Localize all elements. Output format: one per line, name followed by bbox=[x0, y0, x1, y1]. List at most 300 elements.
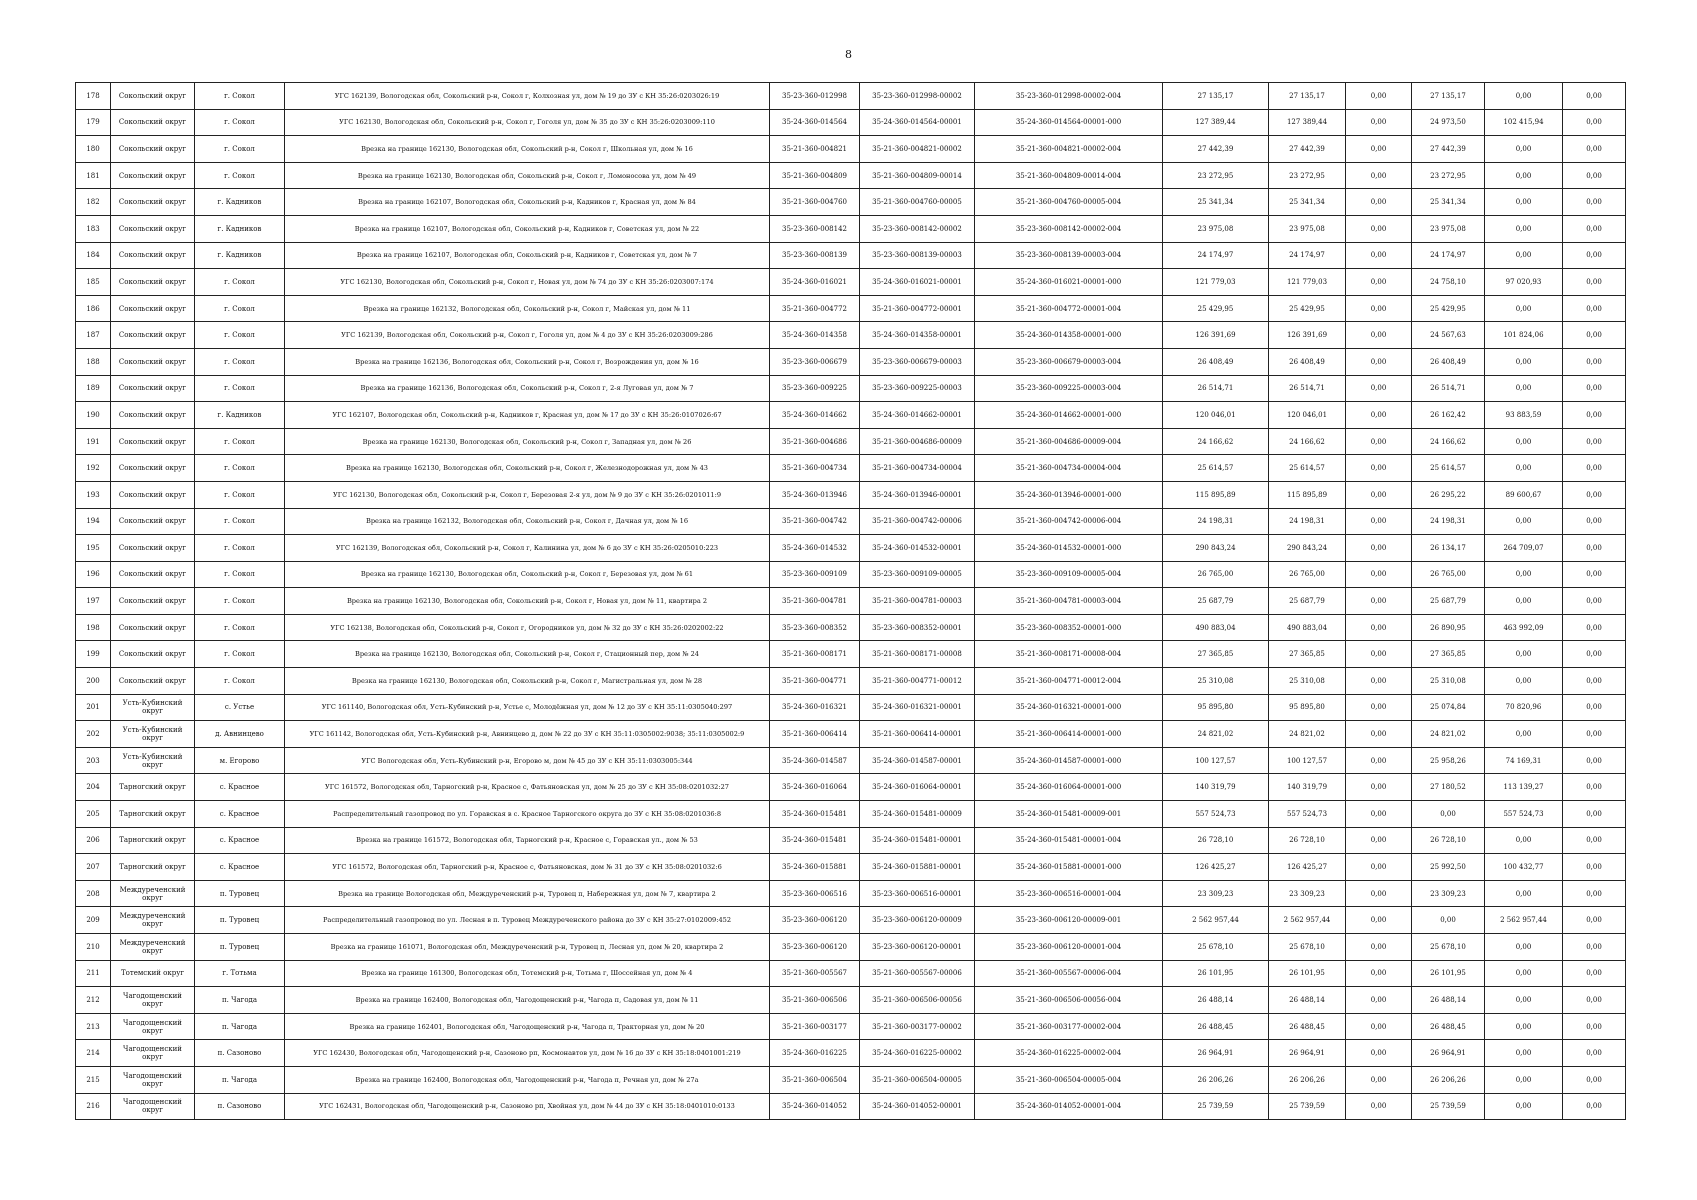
part-one-cost-cell: 24 973,50 bbox=[1412, 109, 1485, 136]
zero-cost-cell: 0,00 bbox=[1346, 162, 1412, 189]
part-two-cost-cell: 0,00 bbox=[1485, 375, 1563, 402]
table-row bbox=[76, 455, 1626, 482]
zero-cost-cell: 0,00 bbox=[1346, 747, 1412, 774]
zero-cost-cell: 0,00 bbox=[1346, 801, 1412, 828]
total-cost-cell: 126 425,27 bbox=[1163, 854, 1269, 881]
address-cell: Врезка на границе 162107, Вологодская обл, Сокольский р-н, Кадников г, Советская ул, дом № 22 bbox=[285, 215, 770, 242]
total-cost-cell: 126 391,69 bbox=[1163, 322, 1269, 349]
zero-cost-cell: 0,00 bbox=[1346, 375, 1412, 402]
row-number-cell: 186 bbox=[76, 295, 111, 322]
sub-object-code-cell: 35-24-360-013946-00001 bbox=[860, 481, 975, 508]
reserve-cost-cell: 0,00 bbox=[1563, 535, 1626, 562]
part-one-cost-cell: 24 166,62 bbox=[1412, 428, 1485, 455]
table-row bbox=[76, 481, 1626, 508]
total-cost-cell: 120 046,01 bbox=[1163, 402, 1269, 429]
sub-object-code-cell: 35-24-360-014564-00001 bbox=[860, 109, 975, 136]
cost-cell: 23 975,08 bbox=[1269, 215, 1346, 242]
total-cost-cell: 26 488,14 bbox=[1163, 987, 1269, 1014]
part-one-cost-cell: 25 310,08 bbox=[1412, 668, 1485, 695]
district-cell: Тарногский округ bbox=[111, 801, 195, 828]
locality-cell: г. Сокол bbox=[195, 136, 285, 163]
sub-object-code-cell: 35-24-360-015481-00009 bbox=[860, 801, 975, 828]
address-cell: Врезка на границе 162130, Вологодская обл, Сокольский р-н, Сокол г, Стационный пер, дом № 24 bbox=[285, 641, 770, 668]
row-number-cell: 181 bbox=[76, 162, 111, 189]
part-one-cost-cell: 26 134,17 bbox=[1412, 535, 1485, 562]
zero-cost-cell: 0,00 bbox=[1346, 854, 1412, 881]
part-one-cost-cell: 26 964,91 bbox=[1412, 1040, 1485, 1067]
zero-cost-cell: 0,00 bbox=[1346, 907, 1412, 934]
object-code-cell: 35-23-360-009225 bbox=[770, 375, 860, 402]
total-cost-cell: 27 442,39 bbox=[1163, 136, 1269, 163]
part-one-cost-cell: 25 341,34 bbox=[1412, 189, 1485, 216]
total-cost-cell: 23 272,95 bbox=[1163, 162, 1269, 189]
zero-cost-cell: 0,00 bbox=[1346, 1040, 1412, 1067]
district-cell: Усть-Кубинский округ bbox=[111, 721, 195, 748]
district-cell: Сокольский округ bbox=[111, 162, 195, 189]
object-code-cell: 35-21-360-004686 bbox=[770, 428, 860, 455]
reserve-cost-cell: 0,00 bbox=[1563, 987, 1626, 1014]
locality-cell: п. Туровец bbox=[195, 907, 285, 934]
reserve-cost-cell: 0,00 bbox=[1563, 614, 1626, 641]
sub-object-code-cell: 35-21-360-004821-00002 bbox=[860, 136, 975, 163]
full-code-cell: 35-23-360-008139-00003-004 bbox=[975, 242, 1163, 269]
row-number-cell: 201 bbox=[76, 694, 111, 721]
part-one-cost-cell: 26 206,26 bbox=[1412, 1066, 1485, 1093]
sub-object-code-cell: 35-21-360-008171-00008 bbox=[860, 641, 975, 668]
total-cost-cell: 25 687,79 bbox=[1163, 588, 1269, 615]
part-two-cost-cell: 0,00 bbox=[1485, 508, 1563, 535]
total-cost-cell: 25 614,57 bbox=[1163, 455, 1269, 482]
row-number-cell: 216 bbox=[76, 1093, 111, 1120]
zero-cost-cell: 0,00 bbox=[1346, 987, 1412, 1014]
cost-cell: 23 309,23 bbox=[1269, 880, 1346, 907]
total-cost-cell: 115 895,89 bbox=[1163, 481, 1269, 508]
table-row bbox=[76, 136, 1626, 163]
cost-cell: 24 166,62 bbox=[1269, 428, 1346, 455]
sub-object-code-cell: 35-21-360-005567-00006 bbox=[860, 960, 975, 987]
locality-cell: п. Сазоново bbox=[195, 1093, 285, 1120]
full-code-cell: 35-21-360-005567-00006-004 bbox=[975, 960, 1163, 987]
sub-object-code-cell: 35-21-360-006504-00005 bbox=[860, 1066, 975, 1093]
district-cell: Сокольский округ bbox=[111, 481, 195, 508]
full-code-cell: 35-24-360-014662-00001-000 bbox=[975, 402, 1163, 429]
full-code-cell: 35-24-360-016021-00001-000 bbox=[975, 269, 1163, 296]
part-one-cost-cell: 25 958,26 bbox=[1412, 747, 1485, 774]
zero-cost-cell: 0,00 bbox=[1346, 641, 1412, 668]
part-two-cost-cell: 0,00 bbox=[1485, 1066, 1563, 1093]
object-code-cell: 35-21-360-006506 bbox=[770, 987, 860, 1014]
cost-cell: 120 046,01 bbox=[1269, 402, 1346, 429]
locality-cell: г. Сокол bbox=[195, 614, 285, 641]
full-code-cell: 35-21-360-004760-00005-004 bbox=[975, 189, 1163, 216]
row-number-cell: 205 bbox=[76, 801, 111, 828]
part-two-cost-cell: 0,00 bbox=[1485, 189, 1563, 216]
object-code-cell: 35-23-360-006516 bbox=[770, 880, 860, 907]
zero-cost-cell: 0,00 bbox=[1346, 774, 1412, 801]
part-one-cost-cell: 25 992,50 bbox=[1412, 854, 1485, 881]
part-two-cost-cell: 0,00 bbox=[1485, 348, 1563, 375]
locality-cell: п. Туровец bbox=[195, 934, 285, 961]
locality-cell: с. Устье bbox=[195, 694, 285, 721]
zero-cost-cell: 0,00 bbox=[1346, 215, 1412, 242]
page-number: 8 bbox=[845, 48, 852, 61]
zero-cost-cell: 0,00 bbox=[1346, 455, 1412, 482]
object-code-cell: 35-23-360-008352 bbox=[770, 614, 860, 641]
cost-cell: 126 425,27 bbox=[1269, 854, 1346, 881]
full-code-cell: 35-21-360-006506-00056-004 bbox=[975, 987, 1163, 1014]
address-cell: УГС 162139, Вологодская обл, Сокольский р-н, Сокол г, Гоголя ул, дом № 4 до ЗУ с КН 35:26:0203009:286 bbox=[285, 322, 770, 349]
object-code-cell: 35-23-360-012998 bbox=[770, 83, 860, 110]
reserve-cost-cell: 0,00 bbox=[1563, 1093, 1626, 1120]
cost-cell: 126 391,69 bbox=[1269, 322, 1346, 349]
part-one-cost-cell: 24 198,31 bbox=[1412, 508, 1485, 535]
row-number-cell: 203 bbox=[76, 747, 111, 774]
row-number-cell: 204 bbox=[76, 774, 111, 801]
district-cell: Чагодощенский округ bbox=[111, 987, 195, 1014]
row-number-cell: 193 bbox=[76, 481, 111, 508]
zero-cost-cell: 0,00 bbox=[1346, 934, 1412, 961]
address-cell: Врезка на границе 162400, Вологодская обл, Чагодощенский р-н, Чагода п, Речная ул, дом № 27а bbox=[285, 1066, 770, 1093]
part-one-cost-cell: 26 728,10 bbox=[1412, 827, 1485, 854]
district-cell: Сокольский округ bbox=[111, 136, 195, 163]
reserve-cost-cell: 0,00 bbox=[1563, 375, 1626, 402]
zero-cost-cell: 0,00 bbox=[1346, 428, 1412, 455]
part-two-cost-cell: 0,00 bbox=[1485, 827, 1563, 854]
sub-object-code-cell: 35-24-360-015881-00001 bbox=[860, 854, 975, 881]
object-code-cell: 35-24-360-014564 bbox=[770, 109, 860, 136]
object-code-cell: 35-24-360-015481 bbox=[770, 827, 860, 854]
row-number-cell: 208 bbox=[76, 880, 111, 907]
cost-cell: 27 135,17 bbox=[1269, 83, 1346, 110]
sub-object-code-cell: 35-23-360-008142-00002 bbox=[860, 215, 975, 242]
locality-cell: г. Кадников bbox=[195, 215, 285, 242]
table-row bbox=[76, 162, 1626, 189]
object-code-cell: 35-24-360-015881 bbox=[770, 854, 860, 881]
row-number-cell: 202 bbox=[76, 721, 111, 748]
part-one-cost-cell: 26 514,71 bbox=[1412, 375, 1485, 402]
district-cell: Чагодощенский округ bbox=[111, 1040, 195, 1067]
cost-cell: 26 408,49 bbox=[1269, 348, 1346, 375]
part-one-cost-cell: 24 758,10 bbox=[1412, 269, 1485, 296]
full-code-cell: 35-21-360-004809-00014-004 bbox=[975, 162, 1163, 189]
object-code-cell: 35-21-360-004809 bbox=[770, 162, 860, 189]
locality-cell: г. Сокол bbox=[195, 162, 285, 189]
reserve-cost-cell: 0,00 bbox=[1563, 83, 1626, 110]
row-number-cell: 215 bbox=[76, 1066, 111, 1093]
cost-cell: 140 319,79 bbox=[1269, 774, 1346, 801]
locality-cell: с. Красное bbox=[195, 774, 285, 801]
part-two-cost-cell: 0,00 bbox=[1485, 960, 1563, 987]
sub-object-code-cell: 35-21-360-006506-00056 bbox=[860, 987, 975, 1014]
full-code-cell: 35-21-360-004742-00006-004 bbox=[975, 508, 1163, 535]
part-two-cost-cell: 93 883,59 bbox=[1485, 402, 1563, 429]
sub-object-code-cell: 35-21-360-004734-00004 bbox=[860, 455, 975, 482]
reserve-cost-cell: 0,00 bbox=[1563, 481, 1626, 508]
object-code-cell: 35-21-360-004742 bbox=[770, 508, 860, 535]
sub-object-code-cell: 35-21-360-004686-00009 bbox=[860, 428, 975, 455]
table-row bbox=[76, 588, 1626, 615]
address-cell: Врезка на границе 162130, Вологодская обл, Сокольский р-н, Сокол г, Железнодорожная ул, дом № 43 bbox=[285, 455, 770, 482]
district-cell: Сокольский округ bbox=[111, 375, 195, 402]
address-cell: Врезка на границе Вологодская обл, Междуреченский р-н, Туровец п, Набережная ул, дом № 7, квартира 2 bbox=[285, 880, 770, 907]
address-cell: УГС 162130, Вологодская обл, Сокольский р-н, Сокол г, Новая ул, дом № 74 до ЗУ с КН 35:26:0203007:174 bbox=[285, 269, 770, 296]
reserve-cost-cell: 0,00 bbox=[1563, 455, 1626, 482]
sub-object-code-cell: 35-23-360-006516-00001 bbox=[860, 880, 975, 907]
sub-object-code-cell: 35-21-360-004760-00005 bbox=[860, 189, 975, 216]
part-two-cost-cell: 0,00 bbox=[1485, 934, 1563, 961]
part-two-cost-cell: 0,00 bbox=[1485, 136, 1563, 163]
locality-cell: п. Туровец bbox=[195, 880, 285, 907]
table-row bbox=[76, 295, 1626, 322]
address-cell: Распределительный газопровод по ул. Лесная в п. Туровец Междуреченского района до ЗУ с КН 35:27:0102009:452 bbox=[285, 907, 770, 934]
cost-cell: 26 488,14 bbox=[1269, 987, 1346, 1014]
address-cell: Врезка на границе 162130, Вологодская обл, Сокольский р-н, Сокол г, Новая ул, дом № 11, квартира 2 bbox=[285, 588, 770, 615]
full-code-cell: 35-24-360-014532-00001-000 bbox=[975, 535, 1163, 562]
total-cost-cell: 2 562 957,44 bbox=[1163, 907, 1269, 934]
cost-cell: 26 514,71 bbox=[1269, 375, 1346, 402]
cost-cell: 24 174,97 bbox=[1269, 242, 1346, 269]
table-row bbox=[76, 1093, 1626, 1120]
total-cost-cell: 26 728,10 bbox=[1163, 827, 1269, 854]
total-cost-cell: 24 166,62 bbox=[1163, 428, 1269, 455]
part-one-cost-cell: 26 101,95 bbox=[1412, 960, 1485, 987]
table-row bbox=[76, 269, 1626, 296]
row-number-cell: 191 bbox=[76, 428, 111, 455]
zero-cost-cell: 0,00 bbox=[1346, 189, 1412, 216]
full-code-cell: 35-21-360-004686-00009-004 bbox=[975, 428, 1163, 455]
reserve-cost-cell: 0,00 bbox=[1563, 215, 1626, 242]
total-cost-cell: 26 765,00 bbox=[1163, 561, 1269, 588]
full-code-cell: 35-21-360-004772-00001-004 bbox=[975, 295, 1163, 322]
table-row bbox=[76, 375, 1626, 402]
table-row bbox=[76, 694, 1626, 721]
district-cell: Усть-Кубинский округ bbox=[111, 747, 195, 774]
sub-object-code-cell: 35-21-360-003177-00002 bbox=[860, 1013, 975, 1040]
row-number-cell: 212 bbox=[76, 987, 111, 1014]
row-number-cell: 195 bbox=[76, 535, 111, 562]
row-number-cell: 207 bbox=[76, 854, 111, 881]
total-cost-cell: 26 101,95 bbox=[1163, 960, 1269, 987]
sub-object-code-cell: 35-24-360-014358-00001 bbox=[860, 322, 975, 349]
district-cell: Сокольский округ bbox=[111, 588, 195, 615]
cost-cell: 100 127,57 bbox=[1269, 747, 1346, 774]
address-cell: Врезка на границе 162130, Вологодская обл, Сокольский р-н, Сокол г, Березовая ул, дом № 61 bbox=[285, 561, 770, 588]
object-code-cell: 35-24-360-016321 bbox=[770, 694, 860, 721]
reserve-cost-cell: 0,00 bbox=[1563, 162, 1626, 189]
full-code-cell: 35-23-360-008142-00002-004 bbox=[975, 215, 1163, 242]
table-row bbox=[76, 641, 1626, 668]
sub-object-code-cell: 35-23-360-009225-00003 bbox=[860, 375, 975, 402]
address-cell: УГС 161142, Вологодская обл, Усть-Кубинский р-н, Авнинцево д, дом № 22 до ЗУ с КН 35:11:0305002:9038; 35:11:0305002:9 bbox=[285, 721, 770, 748]
row-number-cell: 187 bbox=[76, 322, 111, 349]
address-cell: УГС 162431, Вологодская обл, Чагодощенский р-н, Сазоново рп, Хвойная ул, дом № 44 до ЗУ с КН 35:18:0401010:0133 bbox=[285, 1093, 770, 1120]
zero-cost-cell: 0,00 bbox=[1346, 109, 1412, 136]
row-number-cell: 200 bbox=[76, 668, 111, 695]
full-code-cell: 35-23-360-006516-00001-004 bbox=[975, 880, 1163, 907]
sub-object-code-cell: 35-24-360-014532-00001 bbox=[860, 535, 975, 562]
reserve-cost-cell: 0,00 bbox=[1563, 508, 1626, 535]
table-row bbox=[76, 880, 1626, 907]
sub-object-code-cell: 35-23-360-012998-00002 bbox=[860, 83, 975, 110]
sub-object-code-cell: 35-23-360-009109-00005 bbox=[860, 561, 975, 588]
cost-cell: 490 883,04 bbox=[1269, 614, 1346, 641]
object-code-cell: 35-21-360-004772 bbox=[770, 295, 860, 322]
part-one-cost-cell: 27 365,85 bbox=[1412, 641, 1485, 668]
sub-object-code-cell: 35-24-360-016021-00001 bbox=[860, 269, 975, 296]
part-two-cost-cell: 74 169,31 bbox=[1485, 747, 1563, 774]
object-code-cell: 35-21-360-004781 bbox=[770, 588, 860, 615]
total-cost-cell: 26 408,49 bbox=[1163, 348, 1269, 375]
part-two-cost-cell: 0,00 bbox=[1485, 880, 1563, 907]
part-two-cost-cell: 0,00 bbox=[1485, 83, 1563, 110]
reserve-cost-cell: 0,00 bbox=[1563, 747, 1626, 774]
part-two-cost-cell: 0,00 bbox=[1485, 215, 1563, 242]
district-cell: Сокольский округ bbox=[111, 402, 195, 429]
locality-cell: г. Сокол bbox=[195, 83, 285, 110]
sub-object-code-cell: 35-24-360-016225-00002 bbox=[860, 1040, 975, 1067]
district-cell: Сокольский округ bbox=[111, 614, 195, 641]
row-number-cell: 185 bbox=[76, 269, 111, 296]
cost-cell: 95 895,80 bbox=[1269, 694, 1346, 721]
total-cost-cell: 100 127,57 bbox=[1163, 747, 1269, 774]
object-code-cell: 35-24-360-016064 bbox=[770, 774, 860, 801]
zero-cost-cell: 0,00 bbox=[1346, 481, 1412, 508]
part-one-cost-cell: 26 295,22 bbox=[1412, 481, 1485, 508]
row-number-cell: 178 bbox=[76, 83, 111, 110]
table-row bbox=[76, 668, 1626, 695]
zero-cost-cell: 0,00 bbox=[1346, 561, 1412, 588]
cost-cell: 127 389,44 bbox=[1269, 109, 1346, 136]
object-code-cell: 35-23-360-008142 bbox=[770, 215, 860, 242]
row-number-cell: 184 bbox=[76, 242, 111, 269]
part-one-cost-cell: 0,00 bbox=[1412, 907, 1485, 934]
part-two-cost-cell: 0,00 bbox=[1485, 1093, 1563, 1120]
total-cost-cell: 127 389,44 bbox=[1163, 109, 1269, 136]
reserve-cost-cell: 0,00 bbox=[1563, 907, 1626, 934]
zero-cost-cell: 0,00 bbox=[1346, 588, 1412, 615]
district-cell: Сокольский округ bbox=[111, 109, 195, 136]
zero-cost-cell: 0,00 bbox=[1346, 535, 1412, 562]
table-row bbox=[76, 614, 1626, 641]
district-cell: Чагодощенский округ bbox=[111, 1013, 195, 1040]
object-code-cell: 35-24-360-014587 bbox=[770, 747, 860, 774]
object-code-cell: 35-23-360-008139 bbox=[770, 242, 860, 269]
part-one-cost-cell: 25 429,95 bbox=[1412, 295, 1485, 322]
full-code-cell: 35-23-360-009109-00005-004 bbox=[975, 561, 1163, 588]
locality-cell: г. Сокол bbox=[195, 535, 285, 562]
full-code-cell: 35-23-360-006120-00001-004 bbox=[975, 934, 1163, 961]
total-cost-cell: 290 843,24 bbox=[1163, 535, 1269, 562]
part-one-cost-cell: 26 162,42 bbox=[1412, 402, 1485, 429]
cost-cell: 27 365,85 bbox=[1269, 641, 1346, 668]
object-code-cell: 35-21-360-004771 bbox=[770, 668, 860, 695]
table-row bbox=[76, 109, 1626, 136]
reserve-cost-cell: 0,00 bbox=[1563, 1066, 1626, 1093]
total-cost-cell: 24 821,02 bbox=[1163, 721, 1269, 748]
zero-cost-cell: 0,00 bbox=[1346, 348, 1412, 375]
part-one-cost-cell: 25 739,59 bbox=[1412, 1093, 1485, 1120]
cost-cell: 25 739,59 bbox=[1269, 1093, 1346, 1120]
sub-object-code-cell: 35-21-360-004742-00006 bbox=[860, 508, 975, 535]
locality-cell: п. Чагода bbox=[195, 1066, 285, 1093]
zero-cost-cell: 0,00 bbox=[1346, 614, 1412, 641]
full-code-cell: 35-24-360-015481-00001-004 bbox=[975, 827, 1163, 854]
address-cell: Врезка на границе 162136, Вологодская обл, Сокольский р-н, Сокол г, 2-я Луговая ул, дом № 7 bbox=[285, 375, 770, 402]
total-cost-cell: 25 429,95 bbox=[1163, 295, 1269, 322]
table-row bbox=[76, 827, 1626, 854]
part-two-cost-cell: 0,00 bbox=[1485, 1013, 1563, 1040]
object-code-cell: 35-21-360-006414 bbox=[770, 721, 860, 748]
reserve-cost-cell: 0,00 bbox=[1563, 668, 1626, 695]
object-code-cell: 35-23-360-006679 bbox=[770, 348, 860, 375]
part-one-cost-cell: 27 442,39 bbox=[1412, 136, 1485, 163]
zero-cost-cell: 0,00 bbox=[1346, 508, 1412, 535]
table-row bbox=[76, 801, 1626, 828]
row-number-cell: 190 bbox=[76, 402, 111, 429]
district-cell: Сокольский округ bbox=[111, 189, 195, 216]
total-cost-cell: 27 135,17 bbox=[1163, 83, 1269, 110]
reserve-cost-cell: 0,00 bbox=[1563, 721, 1626, 748]
part-one-cost-cell: 25 614,57 bbox=[1412, 455, 1485, 482]
object-code-cell: 35-24-360-015481 bbox=[770, 801, 860, 828]
sub-object-code-cell: 35-23-360-006120-00001 bbox=[860, 934, 975, 961]
row-number-cell: 214 bbox=[76, 1040, 111, 1067]
full-code-cell: 35-23-360-006679-00003-004 bbox=[975, 348, 1163, 375]
part-two-cost-cell: 101 824,06 bbox=[1485, 322, 1563, 349]
table-row bbox=[76, 1066, 1626, 1093]
locality-cell: с. Красное bbox=[195, 801, 285, 828]
district-cell: Сокольский округ bbox=[111, 269, 195, 296]
object-code-cell: 35-24-360-014052 bbox=[770, 1093, 860, 1120]
full-code-cell: 35-21-360-006504-00005-004 bbox=[975, 1066, 1163, 1093]
reserve-cost-cell: 0,00 bbox=[1563, 136, 1626, 163]
address-cell: Врезка на границе 162107, Вологодская обл, Сокольский р-н, Кадников г, Красная ул, дом № 84 bbox=[285, 189, 770, 216]
cost-cell: 24 198,31 bbox=[1269, 508, 1346, 535]
full-code-cell: 35-21-360-008171-00008-004 bbox=[975, 641, 1163, 668]
row-number-cell: 209 bbox=[76, 907, 111, 934]
object-code-cell: 35-21-360-004760 bbox=[770, 189, 860, 216]
part-one-cost-cell: 27 135,17 bbox=[1412, 83, 1485, 110]
part-two-cost-cell: 102 415,94 bbox=[1485, 109, 1563, 136]
district-cell: Чагодощенский округ bbox=[111, 1066, 195, 1093]
total-cost-cell: 25 678,10 bbox=[1163, 934, 1269, 961]
full-code-cell: 35-24-360-013946-00001-000 bbox=[975, 481, 1163, 508]
object-code-cell: 35-21-360-005567 bbox=[770, 960, 860, 987]
full-code-cell: 35-21-360-004771-00012-004 bbox=[975, 668, 1163, 695]
zero-cost-cell: 0,00 bbox=[1346, 960, 1412, 987]
locality-cell: г. Кадников bbox=[195, 402, 285, 429]
district-cell: Междуреченский округ bbox=[111, 934, 195, 961]
zero-cost-cell: 0,00 bbox=[1346, 668, 1412, 695]
reserve-cost-cell: 0,00 bbox=[1563, 428, 1626, 455]
address-cell: Врезка на границе 161572, Вологодская обл, Тарногский р-н, Красное с, Горавская ул., дом № 53 bbox=[285, 827, 770, 854]
part-one-cost-cell: 26 488,45 bbox=[1412, 1013, 1485, 1040]
district-cell: Тотемский округ bbox=[111, 960, 195, 987]
reserve-cost-cell: 0,00 bbox=[1563, 880, 1626, 907]
cost-cell: 27 442,39 bbox=[1269, 136, 1346, 163]
zero-cost-cell: 0,00 bbox=[1346, 269, 1412, 296]
zero-cost-cell: 0,00 bbox=[1346, 827, 1412, 854]
part-two-cost-cell: 0,00 bbox=[1485, 162, 1563, 189]
part-one-cost-cell: 26 488,14 bbox=[1412, 987, 1485, 1014]
full-code-cell: 35-21-360-006414-00001-000 bbox=[975, 721, 1163, 748]
locality-cell: г. Тотьма bbox=[195, 960, 285, 987]
reserve-cost-cell: 0,00 bbox=[1563, 348, 1626, 375]
zero-cost-cell: 0,00 bbox=[1346, 83, 1412, 110]
total-cost-cell: 24 174,97 bbox=[1163, 242, 1269, 269]
cost-cell: 115 895,89 bbox=[1269, 481, 1346, 508]
zero-cost-cell: 0,00 bbox=[1346, 880, 1412, 907]
